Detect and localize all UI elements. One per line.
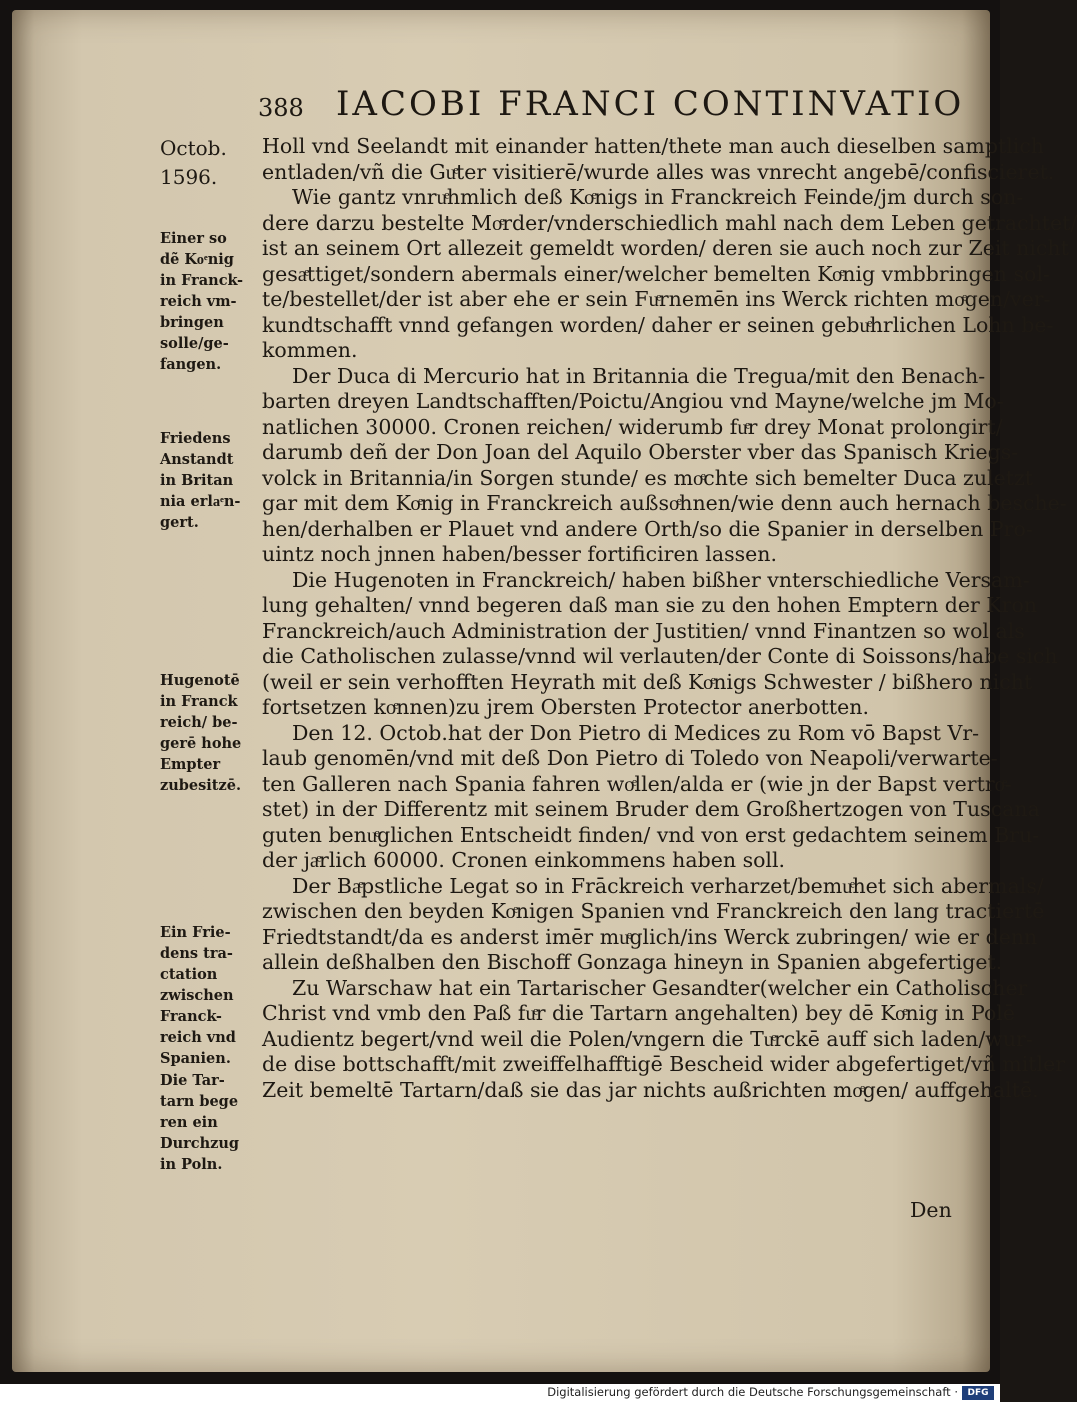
text-line: gar mit dem Koͤnig in Franckreich außsoͤhnen/wie denn auch hernach besche- bbox=[262, 491, 1067, 515]
text-line: kommen. bbox=[262, 338, 358, 362]
side-note-tartars bbox=[160, 1070, 258, 1175]
side-note-line: in Franck- bbox=[160, 272, 244, 289]
text-line: Den 12. Octob.hat der Don Pietro di Medices zu Rom vō Bapst Vr- bbox=[292, 720, 980, 745]
side-note-line: gert. bbox=[160, 514, 199, 531]
text-line: Christ vnd vmb den Paß fuͤr die Tartarn angehalten) bey dē Koͤnig in Polē bbox=[262, 1001, 1015, 1025]
side-note-truce-britannia bbox=[160, 428, 258, 533]
side-note-line: Hugenotē bbox=[160, 672, 240, 689]
text-line: ist an seinem Ort allezeit gemeldt worden/ deren sie auch noch zur Zeit nicht bbox=[262, 236, 1069, 260]
date-note-year: 1596. bbox=[160, 165, 218, 189]
text-line: fortsetzen koͤnnen)zu jrem Obersten Protector anerbotten. bbox=[262, 695, 869, 719]
text-line: hen/derhalben er Plauet vnd andere Orth/so die Spanier in derselben Pro- bbox=[262, 516, 1033, 541]
side-note-line: in Britan bbox=[160, 472, 234, 489]
side-note-line: reich vm- bbox=[160, 293, 237, 310]
side-note-line: ctation bbox=[160, 966, 218, 983]
text-line: Zeit bemeltē Tartarn/daß sie das jar nichts außrichten moͤgen/ auffgehaltē. bbox=[262, 1077, 1039, 1102]
side-note-line: dens tra- bbox=[160, 945, 233, 962]
side-note-line: ren ein bbox=[160, 1114, 218, 1131]
side-note-line: nia erlaͤn- bbox=[160, 493, 241, 510]
side-note-line: fangen. bbox=[160, 356, 222, 373]
text-line: natlichen 30000. Cronen reichen/ widerumb fuͤr drey Monat prolongirt/ bbox=[262, 414, 1003, 439]
text-line: darumb deñ der Don Joan del Aquilo Oberster vber das Spanisch Kriegs- bbox=[262, 440, 1019, 464]
text-line: Franckreich/auch Administration der Justitien/ vnnd Finantzen so wol als bbox=[262, 618, 1025, 643]
text-line: gesaͤttiget/sondern abermals einer/welcher bemelten Koͤnig vmbbringen sol- bbox=[262, 261, 1050, 286]
text-line: guten benuͤglichen Entscheidt finden/ vnd von erst gedachtem seinem Bru- bbox=[262, 822, 1040, 847]
side-note-line: Spanien. bbox=[160, 1050, 231, 1067]
catchword: Den bbox=[910, 1198, 952, 1222]
date-marginal-note bbox=[160, 134, 256, 192]
page-number: 388 bbox=[258, 94, 304, 122]
date-note-month: Octob. bbox=[160, 136, 227, 160]
text-line: Wie gantz vnruͤhmlich deß Koͤnigs in Franckreich Feinde/jm durch son- bbox=[292, 185, 1024, 209]
side-note-line: Empter bbox=[160, 756, 221, 773]
text-line: volck in Britannia/in Sorgen stunde/ es moͤchte sich bemelter Duca zuletzt bbox=[262, 465, 1034, 490]
text-line: Friedtstandt/da es anderst imēr muͤglich/ins Werck zubringen/ wie er denn bbox=[262, 924, 1038, 949]
page-header bbox=[258, 84, 965, 130]
side-note-line: in Poln. bbox=[160, 1156, 223, 1173]
text-line: Audientz begert/vnd weil die Polen/vngern die Tuͤrckē auff sich laden/wur- bbox=[262, 1026, 1033, 1051]
text-line: allein deßhalben den Bischoff Gonzaga hineyn in Spanien abgefertiget. bbox=[262, 950, 1003, 974]
side-note-peace-treaty bbox=[160, 922, 258, 1069]
text-line: Holl vnd Seelandt mit einander hatten/thete man auch dieselben samptlich bbox=[262, 134, 1045, 158]
text-line: der jaͤrlich 60000. Cronen einkommens haben soll. bbox=[262, 848, 786, 872]
side-note-line: Anstandt bbox=[160, 451, 234, 468]
text-line: dere darzu bestelte Moͤrder/vnderschiedlich mahl nach dem Leben getrachtet/ bbox=[262, 210, 1077, 235]
side-note-line: Einer so bbox=[160, 230, 227, 247]
side-note-line: zubesitzē. bbox=[160, 777, 242, 794]
side-note-line: bringen bbox=[160, 314, 224, 331]
text-line: die Catholischen zulasse/vnnd wil verlauten/der Conte di Soissons/habe sich bbox=[262, 644, 1058, 668]
text-line: (weil er sein verhofften Heyrath mit deß Koͤnigs Schwester / bißhero nicht bbox=[262, 669, 1033, 694]
funding-note: Digitalisierung gefördert durch die Deutsche Forschungsgemeinschaft · bbox=[547, 1385, 958, 1399]
side-note-line: Durchzug bbox=[160, 1135, 240, 1152]
body-text bbox=[262, 134, 1077, 1103]
side-note-assassin bbox=[160, 228, 258, 375]
text-line: Der Duca di Mercurio hat in Britannia die Tregua/mit den Benach- bbox=[292, 363, 986, 388]
text-line: lung gehalten/ vnnd begeren daß man sie zu den hohen Emptern der Kron bbox=[262, 593, 1038, 617]
text-line: barten dreyen Landtschafften/Poictu/Angiou vnd Mayne/welche jm Mo- bbox=[262, 389, 1004, 413]
side-note-line: Ein Frie- bbox=[160, 924, 231, 941]
text-line: kundtschafft vnnd gefangen worden/ daher er seinen gebuͤhrlichen Lohn be- bbox=[262, 312, 1054, 337]
text-line: stet) in der Differentz mit seinem Bruder dem Großhertzogen von Tuscana bbox=[262, 797, 1040, 821]
running-title: IACOBI FRANCI CONTINVATIO bbox=[336, 84, 965, 124]
side-note-line: Die Tar- bbox=[160, 1072, 225, 1089]
side-note-line: Friedens bbox=[160, 430, 231, 447]
side-note-line: Franck- bbox=[160, 1008, 222, 1025]
text-line: Der Baͤpstliche Legat so in Frāckreich verharzet/bemuͤhet sich abermals/ bbox=[292, 873, 1044, 898]
side-note-line: reich vnd bbox=[160, 1029, 236, 1046]
side-note-line: zwischen bbox=[160, 987, 234, 1004]
text-line: te/bestellet/der ist aber ehe er sein Fuͤrnemēn ins Werck richten moͤgen/ver- bbox=[262, 287, 1051, 311]
text-line: zwischen den beyden Koͤnigen Spanien vnd Franckreich den lang tractiertē bbox=[262, 899, 1045, 923]
dfg-logo-icon: DFG bbox=[962, 1386, 994, 1400]
text-line: laub genomēn/vnd mit deß Don Pietro di Toledo von Neapoli/verwarte- bbox=[262, 746, 998, 770]
side-note-huguenots bbox=[160, 670, 258, 796]
side-note-line: in Franck bbox=[160, 693, 238, 710]
text-line: de dise bottschafft/mit zweiffelhafftigē Bescheid wider abgefertiget/vñ mitler bbox=[262, 1052, 1066, 1076]
side-note-line: dẽ Koͤnig bbox=[160, 251, 234, 268]
text-line: Zu Warschaw hat ein Tartarischer Gesandter(welcher ein Catholischer bbox=[292, 975, 1028, 1000]
side-note-line: tarn bege bbox=[160, 1093, 239, 1110]
text-line: uintz noch jnnen haben/besser fortificiren lassen. bbox=[262, 542, 777, 566]
side-note-line: gerē hohe bbox=[160, 735, 242, 752]
side-note-line: solle/ge- bbox=[160, 335, 229, 352]
text-line: entladen/vñ die Guͤter visitierē/wurde alles was vnrecht angebē/confiscieret. bbox=[262, 159, 1055, 184]
side-note-line: reich/ be- bbox=[160, 714, 238, 731]
text-line: Die Hugenoten in Franckreich/ haben bißher vnterschiedliche Versam- bbox=[292, 567, 1030, 592]
footer-bar bbox=[0, 1384, 1000, 1402]
text-line: ten Galleren nach Spania fahren woͤllen/alda er (wie jn der Bapst vertroͤ- bbox=[262, 771, 1012, 796]
